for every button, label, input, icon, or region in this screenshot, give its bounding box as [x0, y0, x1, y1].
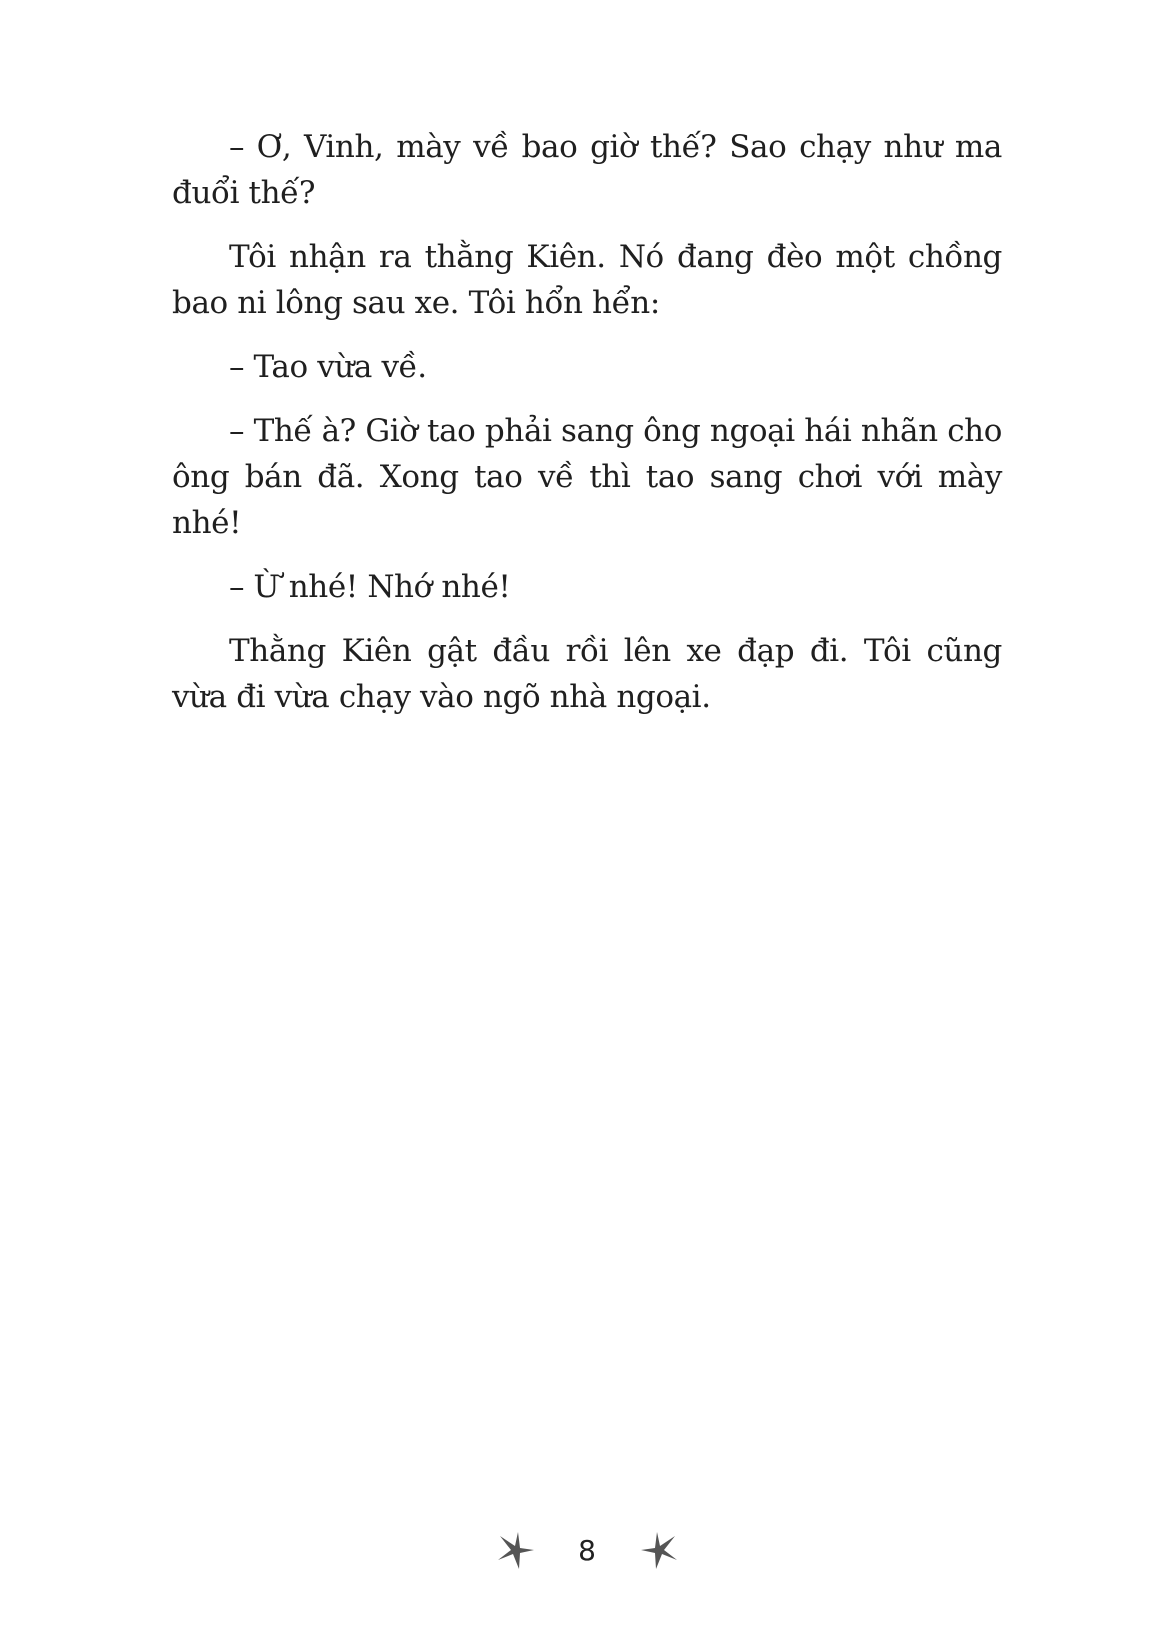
paragraph-3: – Tao vừa về. [229, 349, 427, 385]
body-text [172, 124, 1002, 738]
star-icon [496, 1530, 536, 1570]
paragraph-5: – Ừ nhé! Nhớ nhé! [229, 569, 511, 605]
page-footer [0, 1530, 1174, 1580]
paragraph-6: Thằng Kiên gật đầu rồi lên xe đạp đi. Tôi cũng vừa đi vừa chạy vào ngõ nhà ngoại. [172, 633, 1002, 715]
paragraph-4: – Thế à? Giờ tao phải sang ông ngoại hái nhãn cho ông bán đã. Xong tao về thì tao sang chơi với mày nhé! [172, 413, 1002, 541]
paragraph-1: – Ơ, Vinh, mày về bao giờ thế? Sao chạy như ma đuổi thế? [172, 129, 1002, 211]
paragraph-2: Tôi nhận ra thằng Kiên. Nó đang đèo một chồng bao ni lông sau xe. Tôi hổn hển: [172, 239, 1002, 321]
page-number: 8 [578, 1534, 596, 1567]
star-icon [639, 1530, 679, 1570]
